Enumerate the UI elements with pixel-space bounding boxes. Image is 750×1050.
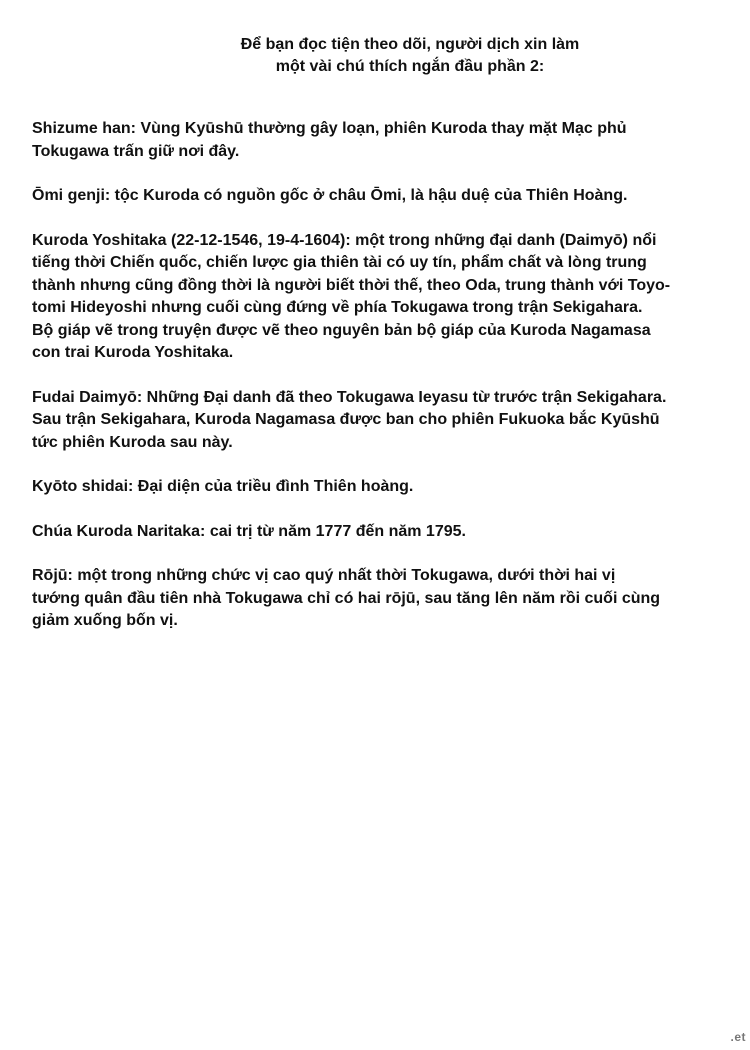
note-line: Kyōto shidai: Đại diện của triều đình Thiên hoàng. bbox=[32, 478, 414, 495]
note-omi-genji bbox=[32, 185, 738, 208]
heading-line-1: Để bạn đọc tiện theo dõi, người dịch xin làm bbox=[240, 36, 580, 53]
note-line: Rōjū: một trong những chức vị cao quý nhất thời Tokugawa, dưới thời hai vị bbox=[32, 567, 616, 584]
note-kuroda-yoshitaka bbox=[32, 230, 738, 365]
note-roju bbox=[32, 565, 738, 633]
note-line: con trai Kuroda Yoshitaka. bbox=[32, 344, 234, 361]
note-line: tiếng thời Chiến quốc, chiến lược gia thiên tài có uy tín, phẩm chất và lòng trung bbox=[32, 254, 647, 271]
note-line: tomi Hideyoshi nhưng cuối cùng đứng về phía Tokugawa trong trận Sekigahara. bbox=[32, 299, 643, 316]
note-line: Tokugawa trấn giữ nơi đây. bbox=[32, 142, 240, 160]
note-line: Sau trận Sekigahara, Kuroda Nagamasa được ban cho phiên Fukuoka bắc Kyūshū bbox=[32, 411, 660, 428]
note-line: Kuroda Yoshitaka (22-12-1546, 19-4-1604): một trong những đại danh (Daimyō) nổi bbox=[32, 231, 657, 249]
note-shizume-han bbox=[32, 118, 738, 163]
heading-line-2: một vài chú thích ngắn đầu phần 2: bbox=[275, 58, 545, 75]
translator-heading bbox=[0, 34, 750, 78]
notes-list bbox=[32, 118, 738, 655]
note-line: Chúa Kuroda Naritaka: cai trị từ năm 1777 đến năm 1795. bbox=[32, 522, 466, 540]
note-line: Fudai Daimyō: Những Đại danh đã theo Tokugawa Ieyasu từ trước trận Sekigahara. bbox=[32, 388, 667, 406]
note-line: Shizume han: Vùng Kyūshū thường gây loạn, phiên Kuroda thay mặt Mạc phủ bbox=[32, 120, 627, 137]
note-line: tướng quân đầu tiên nhà Tokugawa chỉ có hai rōjū, sau tăng lên năm rồi cuối cùng bbox=[32, 589, 661, 607]
note-line: tức phiên Kuroda sau này. bbox=[32, 433, 233, 451]
note-fudai-daimyo bbox=[32, 387, 738, 455]
note-line: thành nhưng cũng đồng thời là người biết thời thế, theo Oda, trung thành với Toyo- bbox=[32, 276, 671, 294]
note-line: Ōmi genji: tộc Kuroda có nguồn gốc ở châu Ōmi, là hậu duệ của Thiên Hoàng. bbox=[32, 187, 628, 204]
note-line: giảm xuống bốn vị. bbox=[32, 612, 178, 629]
note-line: Bộ giáp vẽ trong truyện được vẽ theo nguyên bản bộ giáp của Kuroda Nagamasa bbox=[32, 321, 651, 339]
corner-watermark: .et bbox=[730, 1030, 746, 1044]
note-kyoto-shidai bbox=[32, 476, 738, 499]
note-kuroda-naritaka bbox=[32, 521, 738, 544]
